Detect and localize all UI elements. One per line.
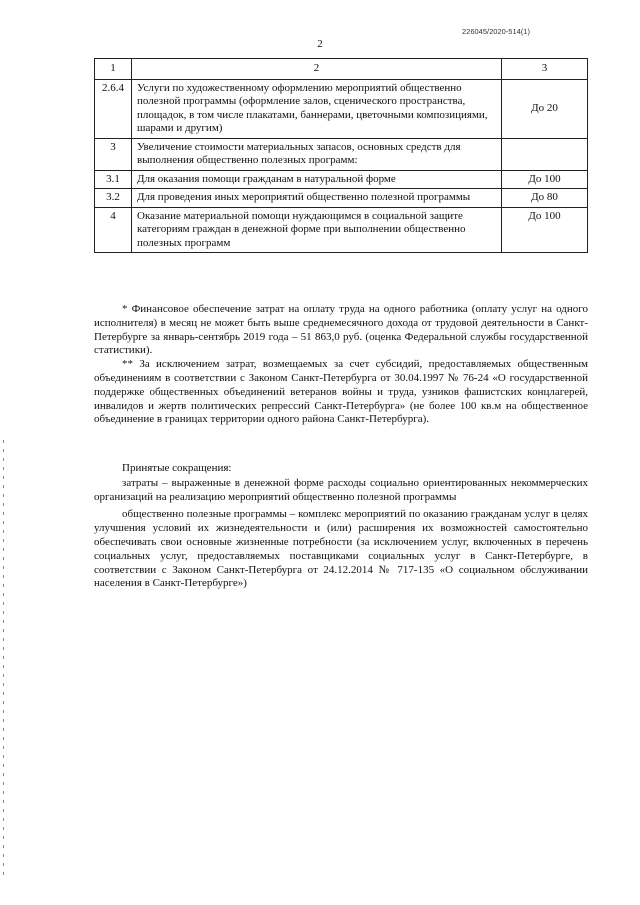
document-id: 226045/2020-514(1): [462, 27, 530, 36]
footnote-salary: * Финансовое обеспечение затрат на оплату труда на одного работника (оплату услуг на одного исполнителя) в месяц не может быть выше среднемесячного дохода от трудовой деятельности в Санкт-Петербурге за январь-сентябрь 2019 года – 51 863,0 руб. (оценка Федеральной службы государственной статистики).: [94, 303, 588, 357]
row-value: До 20: [502, 79, 588, 138]
scan-margin-artifact: [3, 440, 4, 880]
row-number: 3: [95, 138, 132, 170]
abbreviation-programs: общественно полезные программы – комплекс мероприятий по оказанию гражданам услуг в целях улучшения условий их жизнедеятельности и (или) расширения их возможностей самостоятельно обеспечивать свои основные жизненные потребности (за исключением услуг, включенных в перечень социальных услуг, предоставляемых поставщиками социальных услуг в Санкт-Петербурге, в соответствии с Законом Санкт-Петербурга от 24.12.2014 № 717-135 «О социальном обслуживании населения в Санкт-Петербурге»): [94, 508, 588, 590]
row-text: Увеличение стоимости материальных запасов, основных средств для выполнения общественно полезных программ:: [132, 138, 502, 170]
row-number: 3.1: [95, 170, 132, 189]
row-value: До 80: [502, 189, 588, 208]
row-text: Для проведения иных мероприятий общественно полезной программы: [132, 189, 502, 208]
row-number: 4: [95, 207, 132, 253]
table-row: [95, 138, 588, 170]
column-header-1: 1: [95, 59, 132, 80]
expenses-table: [94, 58, 588, 253]
abbreviation-expenses: затраты – выраженные в денежной форме расходы социально ориентированных некоммерческих организаций на реализацию мероприятий общественно полезной программы: [94, 476, 588, 503]
table-row: [95, 79, 588, 138]
row-number: 2.6.4: [95, 79, 132, 138]
table-row: [95, 189, 588, 208]
abbreviations-section: [94, 462, 588, 591]
page-number: 2: [317, 38, 323, 50]
row-value: До 100: [502, 170, 588, 189]
row-number: 3.2: [95, 189, 132, 208]
row-value: До 100: [502, 207, 588, 253]
table-row: [95, 170, 588, 189]
abbreviations-title: Принятые сокращения:: [122, 462, 232, 474]
column-header-2: 2: [132, 59, 502, 80]
table-header-row: [95, 59, 588, 80]
table-row: [95, 207, 588, 253]
row-text: Оказание материальной помощи нуждающимся в социальной защите категориям граждан в денежной форме при выполнении общественно полезных программ: [132, 207, 502, 253]
footnotes: [94, 303, 588, 427]
row-text: Услуги по художественному оформлению мероприятий общественно полезной программы (оформление залов, сценического пространства, площадок, в том числе плакатами, баннерами, цветочными композициями, шарами и другим): [132, 79, 502, 138]
column-header-3: 3: [502, 59, 588, 80]
row-text: Для оказания помощи гражданам в натуральной форме: [132, 170, 502, 189]
footnote-subsidies: ** За исключением затрат, возмещаемых за счет субсидий, предоставляемых общественным объединениям в соответствии с Законом Санкт-Петербурга от 30.04.1997 № 76-24 «О государственной поддержке общественных объединений ветеранов войны и труда, узников фашистских концлагерей, инвалидов и жертв политических репрессий Санкт-Петербурга» (не более 100 кв.м на общественное объединение в границах территории одного района Санкт-Петербурга).: [94, 358, 588, 426]
row-value: [502, 138, 588, 170]
